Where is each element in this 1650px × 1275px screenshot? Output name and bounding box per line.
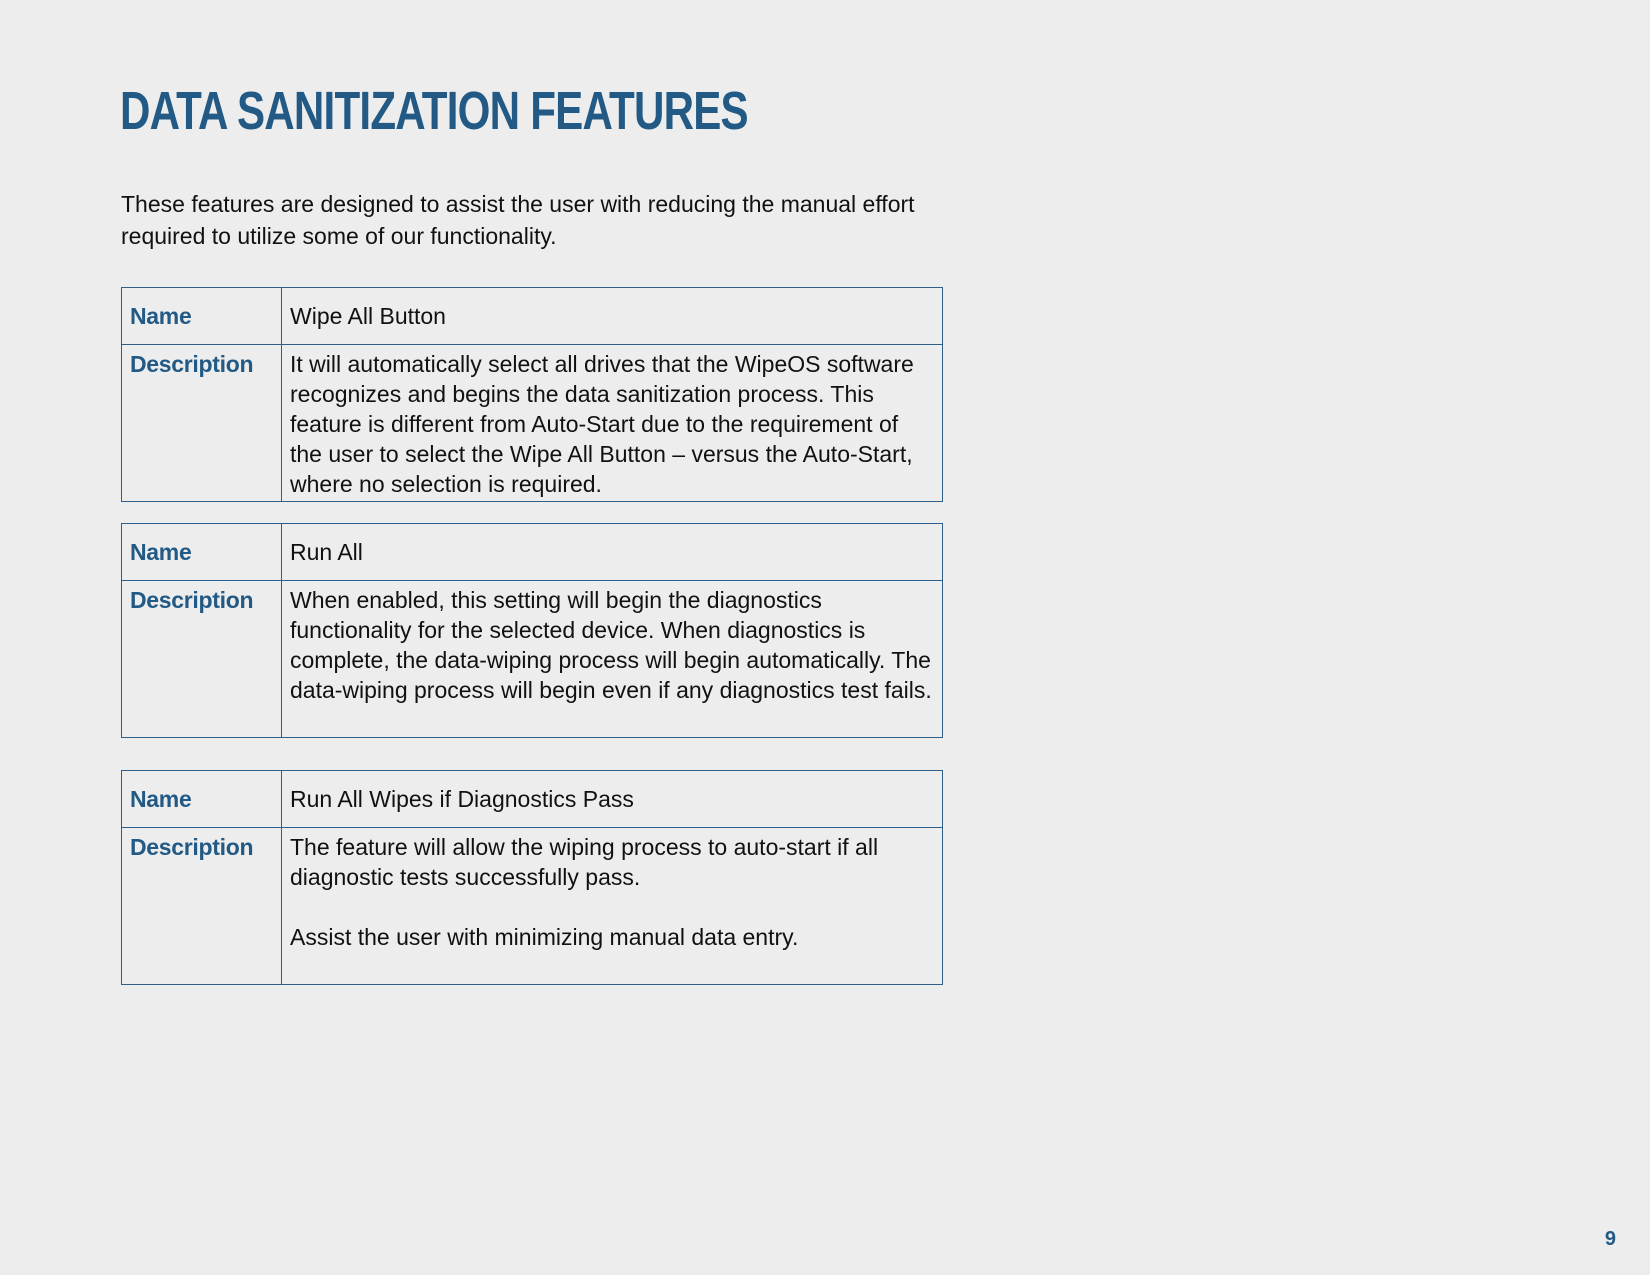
feature-description-row (122, 828, 943, 985)
description-paragraph: Assist the user with minimizing manual data entry. (290, 924, 799, 950)
description-paragraph: It will automatically select all drives that the WipeOS software recognizes and begins the data sanitization process. This feature is different from Auto-Start due to the requirement of the user to select the Wipe All Button – versus the Auto-Start, where no selection is required. (290, 351, 914, 497)
description-paragraph: When enabled, this setting will begin the diagnostics functionality for the selected device. When diagnostics is complete, the data-wiping process will begin automatically. The data-wiping process will begin even if any diagnostics test fails. (290, 587, 932, 703)
name-label: Name (122, 288, 282, 345)
feature-description (282, 581, 943, 738)
description-paragraph: The feature will allow the wiping process to auto-start if all diagnostic tests successfully pass. (290, 834, 879, 890)
feature-description-row (122, 581, 943, 738)
feature-description (282, 828, 943, 985)
feature-name-row (122, 771, 943, 828)
feature-name: Wipe All Button (282, 288, 943, 345)
name-label: Name (122, 524, 282, 581)
feature-description-row (122, 345, 943, 502)
page-number: 9 (1604, 1228, 1616, 1250)
description-label: Description (122, 345, 282, 502)
feature-description (282, 345, 943, 502)
page-title: DATA SANITIZATION FEATURES (120, 81, 748, 141)
description-label: Description (122, 828, 282, 985)
name-label: Name (122, 771, 282, 828)
feature-table-run-all-wipes-if-diagnostics-pass (121, 770, 943, 985)
intro-paragraph: These features are designed to assist the user with reducing the manual effort required to utilize some of our functionality. (121, 191, 915, 249)
feature-table-run-all (121, 523, 943, 738)
feature-name-row (122, 288, 943, 345)
feature-name: Run All (282, 524, 943, 581)
feature-name: Run All Wipes if Diagnostics Pass (282, 771, 943, 828)
description-label: Description (122, 581, 282, 738)
feature-name-row (122, 524, 943, 581)
feature-table-wipe-all-button (121, 287, 943, 502)
